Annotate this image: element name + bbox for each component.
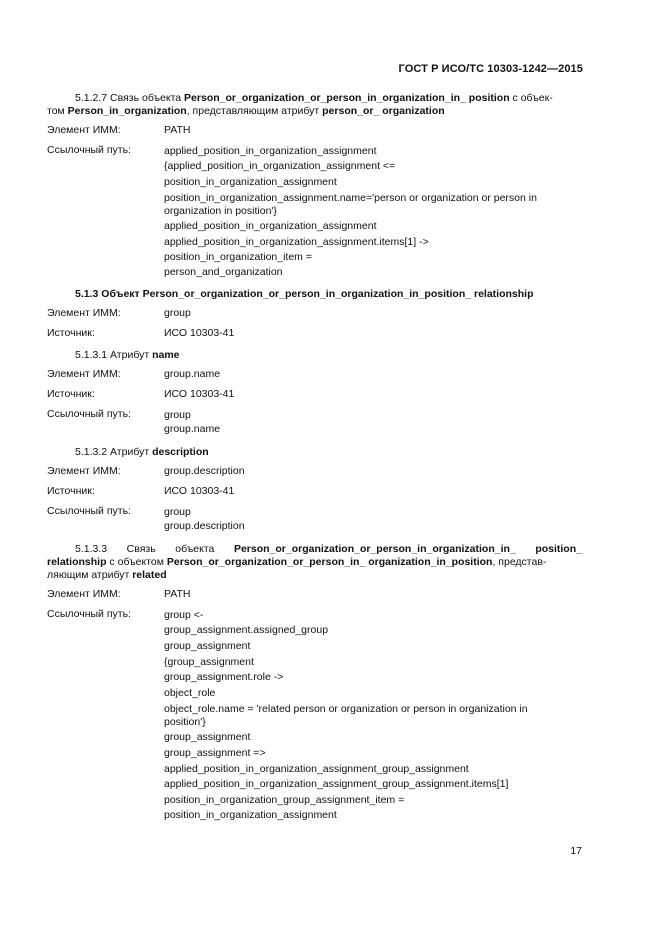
paragraph-third-line	[47, 569, 582, 582]
path-line: position'}	[164, 716, 206, 729]
path-line: position_in_organization_item =	[164, 251, 312, 264]
text-span: том	[47, 105, 68, 117]
path-line: applied_position_in_organization_assignment_group_assignment.items[1]	[164, 778, 509, 791]
field-label: Элемент ИММ:	[47, 367, 121, 380]
imm-element-row	[47, 307, 582, 319]
field-value: ИСО 10303-41	[164, 484, 235, 497]
path-line: {applied_position_in_organization_assignment <=	[164, 160, 396, 173]
path-line: group_assignment	[164, 731, 251, 744]
path-line: group_assignment =>	[164, 747, 266, 759]
text-span: 5.1.3.1 Атрибут	[75, 348, 153, 361]
path-line: position_in_organization_assignment.name='person or organization or person in	[164, 192, 537, 205]
document-id-header: ГОСТ Р ИСО/ТС 10303-1242—2015	[398, 63, 583, 75]
field-value: PATH	[164, 587, 191, 600]
entity-name: Person_in_organization	[67, 105, 187, 117]
field-value: group	[164, 306, 191, 319]
path-line: position_in_organization_assignment	[164, 809, 337, 822]
path-line: object_role	[164, 686, 216, 699]
attribute-name: person_or_ organization	[322, 105, 445, 117]
path-line: group <-	[164, 608, 204, 621]
path-line: person_and_organization	[164, 266, 283, 279]
path-line: applied_position_in_organization_assignment	[164, 220, 377, 233]
path-line: position_in_organization_assignment	[164, 175, 337, 188]
path-line: applied_position_in_organization_assignment	[164, 145, 377, 157]
entity-name: Person_or_organization_or_person_in_organization_in_	[233, 542, 516, 555]
imm-element-row	[47, 124, 582, 136]
field-label: Ссылочный путь:	[47, 407, 131, 420]
reference-path-lines	[164, 408, 582, 436]
paragraph-first-line	[47, 543, 582, 556]
field-label: Элемент ИММ:	[47, 306, 121, 319]
entity-name: Person_or_organization_or_person_in_organization_in_ position	[184, 92, 510, 104]
reference-path-lines	[164, 144, 582, 281]
field-value: group.description	[164, 464, 245, 477]
text-span: , представляющим атрибут	[186, 105, 323, 117]
path-line: applied_position_in_organization_assignment.items[1] ->	[164, 235, 429, 248]
path-line: position_in_organization_group_assignment_item =	[164, 793, 405, 806]
text-span: объекта	[175, 542, 215, 555]
text-span: с объек-	[509, 92, 553, 104]
path-line: group	[164, 505, 191, 518]
entity-name: Person_or_organization_or_person_in_ organization_in_position	[166, 555, 493, 568]
attribute-name: name	[152, 348, 180, 361]
field-value: ИСО 10303-41	[164, 387, 235, 400]
field-value: ИСО 10303-41	[164, 326, 235, 339]
source-row	[47, 388, 582, 400]
text-span: 5.1.3.2 Атрибут	[75, 445, 153, 458]
field-label: Источник:	[47, 387, 95, 400]
path-line: {group_assignment	[164, 655, 254, 668]
field-value: group.name	[164, 367, 221, 380]
path-line: group	[164, 408, 191, 421]
field-label: Ссылочный путь:	[47, 144, 131, 156]
imm-element-row	[47, 588, 582, 600]
source-row	[47, 485, 582, 497]
imm-element-row	[47, 465, 582, 477]
path-line: group_assignment.role ->	[164, 671, 284, 684]
path-line: group.description	[164, 519, 245, 532]
field-label: Ссылочный путь:	[47, 504, 131, 517]
reference-path-lines	[164, 608, 582, 824]
paragraph-second-line	[47, 556, 582, 569]
source-row	[47, 327, 582, 339]
section-5-1-3-3-paragraph	[47, 543, 582, 582]
field-label: Элемент ИММ:	[47, 124, 121, 136]
clause-number: 5.1.2.7	[75, 92, 108, 104]
reference-path-row	[47, 608, 582, 824]
reference-path-lines	[164, 505, 582, 533]
text-span: Связь объекта	[107, 92, 185, 104]
reference-path-row	[47, 408, 582, 436]
field-label: Источник:	[47, 326, 95, 339]
field-label: Ссылочный путь:	[47, 607, 131, 620]
text-span: , представ-	[492, 555, 547, 568]
attribute-name: description	[152, 445, 209, 458]
field-label: Элемент ИММ:	[47, 587, 121, 600]
reference-path-row	[47, 144, 582, 281]
field-value: PATH	[164, 124, 191, 136]
clause-number: 5.1.3.3	[75, 542, 108, 555]
field-label: Источник:	[47, 484, 95, 497]
text-span: с объектом	[106, 555, 167, 568]
section-5-1-3-2-title	[75, 446, 582, 459]
attribute-name: related	[132, 568, 167, 581]
field-label: Элемент ИММ:	[47, 464, 121, 477]
section-5-1-3-heading: 5.1.3 Объект Person_or_organization_or_person_in_organization_in_position_ relationship	[75, 287, 534, 300]
section-5-1-2-7-paragraph	[47, 92, 582, 118]
imm-element-row	[47, 368, 582, 380]
reference-path-row	[47, 505, 582, 533]
path-line: organization in position'}	[164, 205, 277, 218]
path-line: group_assignment.assigned_group	[164, 624, 329, 637]
entity-name: position_	[535, 542, 582, 555]
path-line: object_role.name = 'related person or organization or person in organization in	[164, 703, 528, 716]
path-line: group.name	[164, 422, 221, 435]
text-span: ляющим атрибут	[47, 568, 133, 581]
entity-name: relationship	[47, 555, 107, 568]
text-span: Связь	[126, 542, 156, 555]
path-line: group_assignment	[164, 640, 251, 653]
page-number: 17	[570, 845, 582, 857]
page-content	[47, 92, 582, 824]
path-line: applied_position_in_organization_assignment_group_assignment	[164, 762, 469, 775]
section-5-1-3-1-title	[75, 349, 582, 362]
